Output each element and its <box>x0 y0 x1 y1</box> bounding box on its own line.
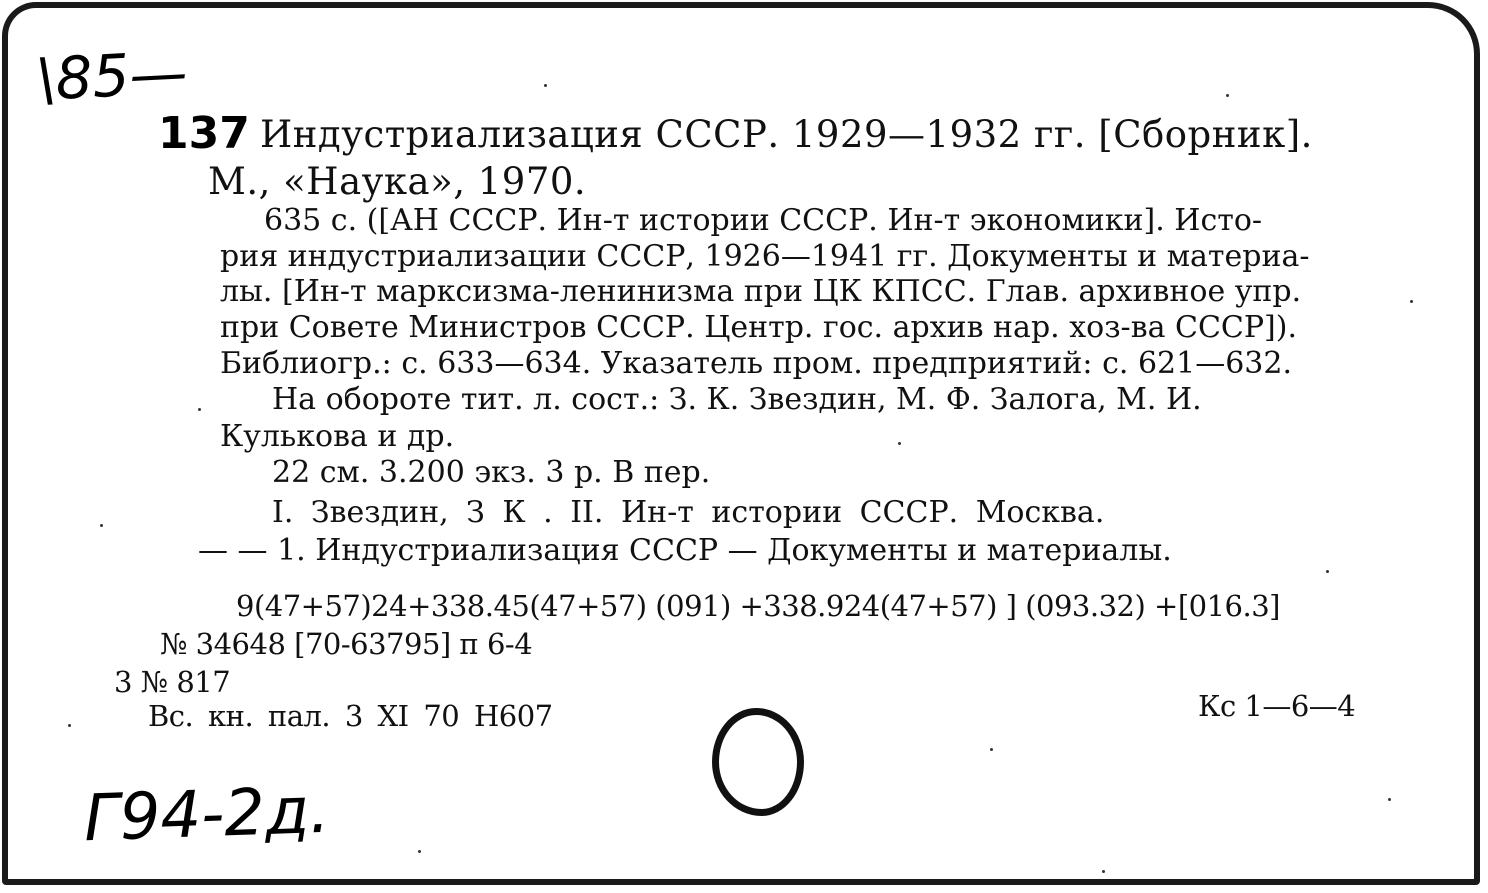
speck <box>1388 798 1391 801</box>
card-title: Индустриализация СССР. 1929—1932 гг. [Сборник]. <box>260 113 1313 156</box>
speck <box>1102 870 1105 873</box>
note-line-3: лы. [Ин-т марксизма-ленинизма при ЦК КПСС. Глав. архивное упр. <box>220 274 1302 309</box>
card-imprint: М., «Наука», 1970. <box>208 160 587 203</box>
physical-description: 22 см. 3.200 экз. 3 р. В пер. <box>272 455 711 490</box>
handwritten-number: 137 <box>158 108 250 159</box>
handwritten-code-bottom: Г94-2д. <box>82 773 331 857</box>
speck <box>898 442 901 445</box>
speck <box>544 84 547 87</box>
classification-index: 9(47+57)24+338.45(47+57) (091) +338.924(47+57) ] (093.32) +[016.3] <box>236 589 1280 623</box>
order-number: 3 № 817 <box>114 665 231 699</box>
catalog-card <box>2 2 1480 885</box>
note-line-4: при Совете Министров СССР. Центр. гос. архив нар. хоз-ва СССР]). <box>220 310 1297 345</box>
tracing-line-1: I. Звездин, З К . II. Ин-т истории СССР. Москва. <box>272 495 1105 530</box>
drawn-circle <box>712 708 804 816</box>
speck <box>990 748 993 751</box>
note-line-1: 635 с. ([АН СССР. Ин-т истории СССР. Ин-т экономики]. Исто- <box>264 203 1263 238</box>
speck <box>198 408 201 411</box>
speck <box>1226 94 1229 97</box>
speck <box>1410 300 1413 303</box>
speck <box>418 850 421 853</box>
compilers-line-1: На обороте тит. л. сост.: З. К. Звездин, М. Ф. Залога, М. И. <box>272 382 1202 417</box>
compilers-line-2: Кулькова и др. <box>220 419 455 454</box>
footer-left: Вс. кн. пал. 3 XI 70 Н607 <box>148 699 553 733</box>
handwritten-code-top: \85— <box>34 38 190 114</box>
speck <box>68 724 71 727</box>
footer-right: Кс 1—6—4 <box>1198 689 1356 723</box>
note-line-2: рия индустриализации СССР, 1926—1941 гг. Документы и материа- <box>220 239 1310 274</box>
note-line-5: Библиогр.: с. 633—634. Указатель пром. предприятий: с. 621—632. <box>220 346 1293 381</box>
speck <box>1326 570 1329 573</box>
record-number: № 34648 [70-63795] п 6-4 <box>160 627 533 661</box>
tracing-line-2: — — 1. Индустриализация СССР — Документы и материалы. <box>198 533 1172 568</box>
speck <box>100 524 103 527</box>
